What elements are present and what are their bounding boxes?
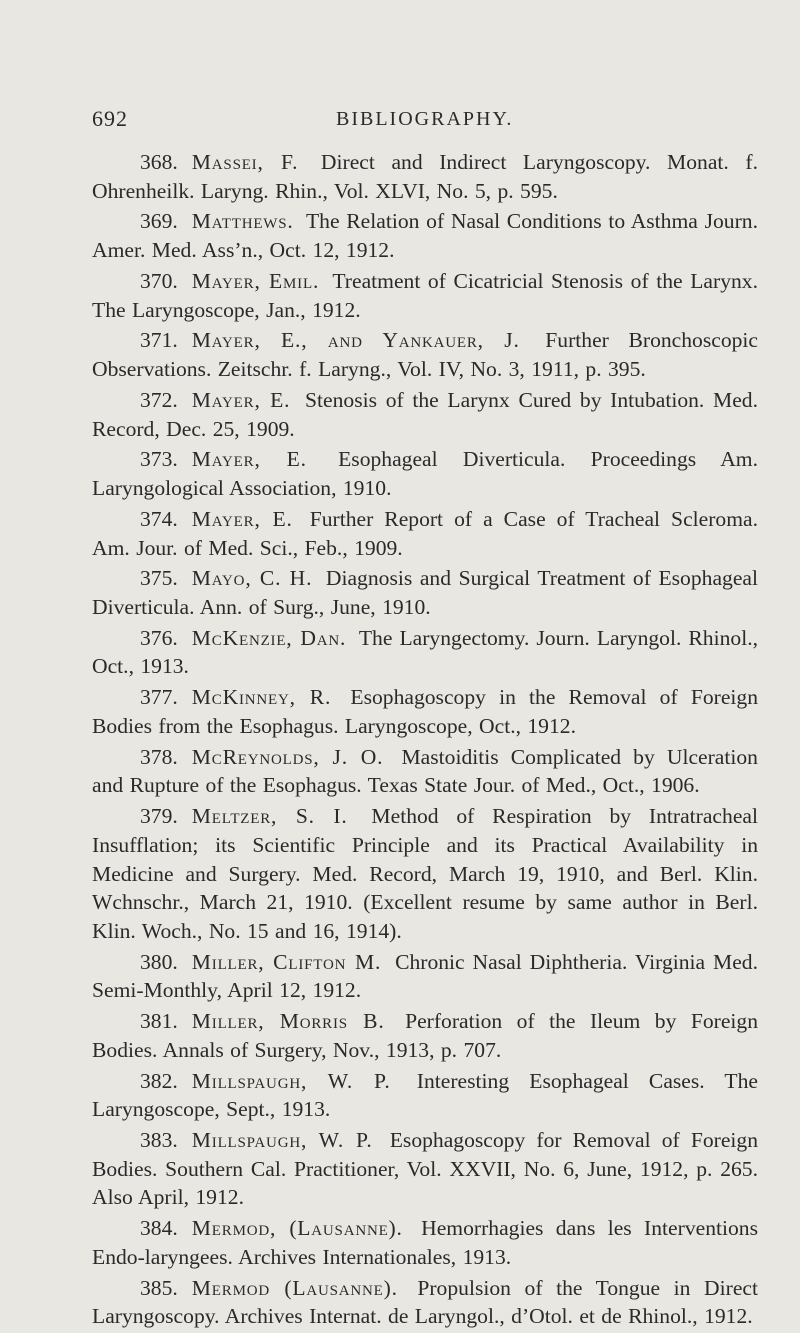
entry-number: 376. <box>140 625 178 650</box>
entry-number: 384. <box>140 1216 178 1241</box>
entry-text: Mastoiditis Complicated by Ulceration and Rupture of the Esophagus. Texas State Jour. of Med., Oct., 1906. <box>92 744 758 798</box>
entry-number: 375. <box>140 566 178 591</box>
entry-author: McKenzie, Dan. <box>191 625 347 650</box>
entry-author: Mayer, E. <box>191 387 291 412</box>
entry-text: Esophagoscopy in the Removal of Foreign Bodies from the Esophagus. Laryngoscope, Oct., 1912. <box>92 685 758 738</box>
entry-author: Mayo, C. H. <box>191 566 313 591</box>
entry-text: Perforation of the Ileum by Foreign Bodies. Annals of Surgery, Nov., 1913, p. 707. <box>92 1009 759 1062</box>
bibliography-entry <box>92 802 758 945</box>
bibliography-entry <box>92 267 758 324</box>
bibliography-entry <box>92 148 758 205</box>
entry-text: Interesting Esophageal Cases. The Laryngoscope, Sept., 1913. <box>92 1068 759 1122</box>
entry-author: Matthews. <box>191 209 294 234</box>
entry-author: Millspaugh, W. P. <box>191 1128 373 1153</box>
running-head: BIBLIOGRAPHY. <box>336 108 514 130</box>
bibliography-entry <box>92 1214 758 1271</box>
entry-author: Mayer, E. <box>191 506 293 531</box>
entry-number: 377. <box>140 685 178 710</box>
bibliography-entry <box>92 683 758 740</box>
page-number: 692 <box>92 106 128 131</box>
bibliography-entry <box>92 1274 758 1331</box>
entry-text: Method of Respiration by Intratracheal Insufflation; its Scientific Principle and its Practical Availability in Medicine and Surgery. Med. Record, March 19, 1910, and Berl. Klin. Wchnschr., March 21, 1910. (Excellent resume by same author in Berl. Klin. Woch., No. 15 and 16, 1914). <box>92 804 758 943</box>
entry-text: Diagnosis and Surgical Treatment of Esophageal Diverticula. Ann. of Surg., June, 1910. <box>92 566 758 619</box>
entry-author: McReynolds, J. O. <box>191 744 384 769</box>
bibliography-entry <box>92 743 758 800</box>
bibliography-entry <box>92 207 758 264</box>
bibliography-entry <box>92 624 758 681</box>
entry-number: 369. <box>140 209 178 234</box>
entry-author: McKinney, R. <box>191 685 332 710</box>
entry-text: Further Bronchoscopic Observations. Zeitschr. f. Laryng., Vol. IV, No. 3, 1911, p. 395. <box>92 328 759 382</box>
bibliography-entry <box>92 1126 758 1212</box>
entry-author: Mermod (Lausanne). <box>191 1275 398 1300</box>
bibliography-entry <box>92 445 758 502</box>
entry-text: The Relation of Nasal Conditions to Asthma Journ. Amer. Med. Ass’n., Oct. 12, 1912. <box>92 209 758 263</box>
entry-number: 371. <box>140 328 178 353</box>
entry-number: 379. <box>140 804 178 829</box>
entry-text: The Laryngectomy. Journ. Laryngol. Rhinol., Oct., 1913. <box>92 625 758 679</box>
entry-number: 383. <box>140 1128 178 1153</box>
entry-author: Massei, F. <box>191 150 299 174</box>
entry-number: 385. <box>140 1275 178 1300</box>
bibliography-entry <box>92 1067 758 1124</box>
entry-author: Meltzer, S. I. <box>191 804 348 829</box>
entry-number: 380. <box>140 949 178 974</box>
page-header <box>92 106 760 136</box>
entry-author: Miller, Morris B. <box>191 1009 385 1034</box>
bibliography-entry <box>92 1007 758 1064</box>
entry-text: Esophageal Diverticula. Proceedings Am. Laryngological Association, 1910. <box>92 447 758 501</box>
entry-text: Direct and Indirect Laryngoscopy. Monat. f. Ohrenheilk. Laryng. Rhin., Vol. XLVI, No. 5, p. 595. <box>92 150 758 203</box>
bibliography-entry <box>92 386 758 443</box>
entry-author: Mayer, E. <box>191 447 307 472</box>
entry-number: 368. <box>140 150 178 174</box>
bibliography-entry <box>92 948 758 1005</box>
entry-number: 370. <box>140 268 178 293</box>
bibliography-entry <box>92 564 758 621</box>
bibliography-entry <box>92 326 758 383</box>
entry-number: 374. <box>140 506 178 531</box>
entry-number: 382. <box>140 1068 178 1093</box>
entry-text: Propulsion of the Tongue in Direct Laryngoscopy. Archives Internat. de Laryngol., d’Otol. et de Rhinol., 1912. <box>92 1275 758 1329</box>
entry-text: Esophagoscopy for Removal of Foreign Bodies. Southern Cal. Practitioner, Vol. XXVII, No. 6, June, 1912, p. 265. Also April, 1912. <box>92 1128 759 1210</box>
entry-author: Miller, Clifton M. <box>191 949 382 974</box>
entry-number: 381. <box>140 1009 178 1034</box>
entry-text: Hemorrhagies dans les Interventions Endo-laryngees. Archives Internationales, 1913. <box>92 1216 758 1269</box>
entry-text: Stenosis of the Larynx Cured by Intubation. Med. Record, Dec. 25, 1909. <box>92 387 758 441</box>
entry-author: Mayer, Emil. <box>191 268 320 293</box>
entry-text: Treatment of Cicatricial Stenosis of the Larynx. The Laryngoscope, Jan., 1912. <box>92 268 758 322</box>
entry-number: 372. <box>140 387 178 412</box>
entry-text: Further Report of a Case of Tracheal Scleroma. Am. Jour. of Med. Sci., Feb., 1909. <box>92 506 759 560</box>
entry-text: Chronic Nasal Diphtheria. Virginia Med. Semi-Monthly, April 12, 1912. <box>92 949 759 1003</box>
entry-number: 378. <box>140 744 178 769</box>
bibliography-entry <box>92 505 758 562</box>
entry-author: Millspaugh, W. P. <box>191 1068 391 1093</box>
entry-author: Mermod, (Lausanne). <box>191 1216 403 1241</box>
bibliography-list <box>92 148 758 1333</box>
entry-number: 373. <box>140 447 178 472</box>
entry-author: Mayer, E., and Yankauer, J. <box>191 328 520 353</box>
